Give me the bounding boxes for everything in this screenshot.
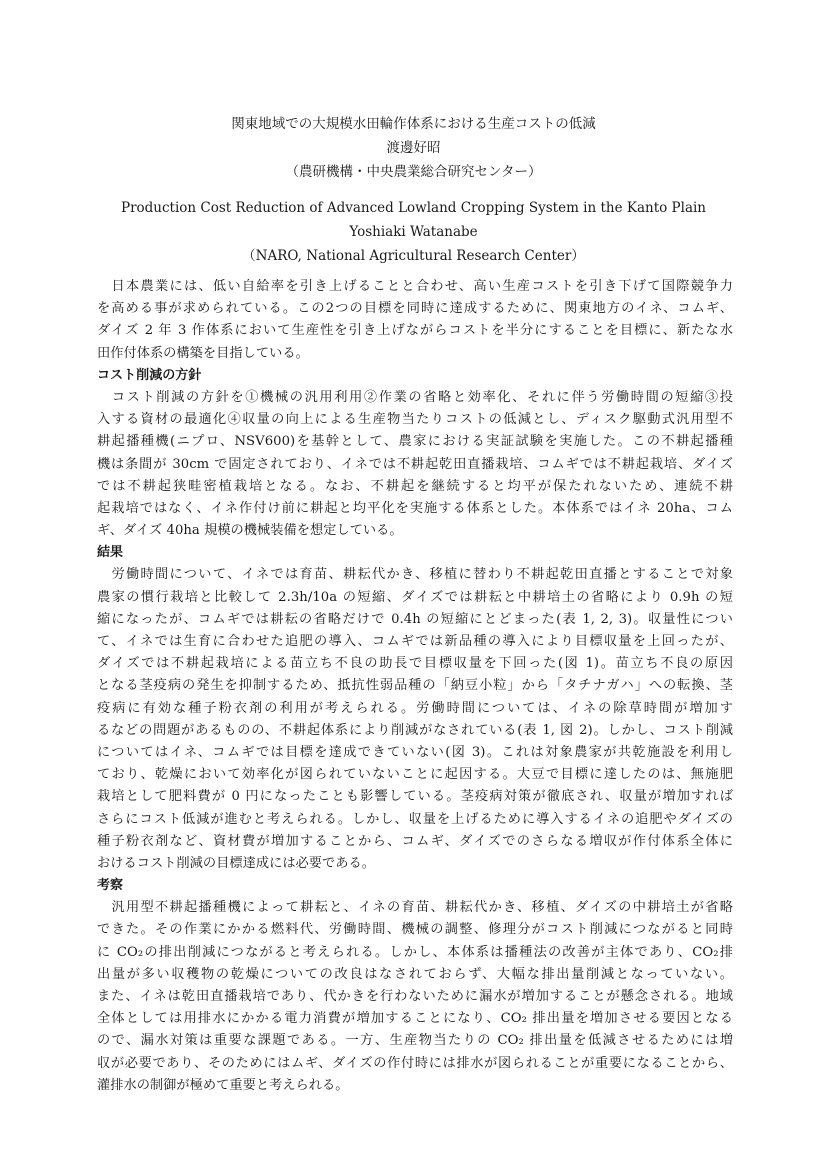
text-line: ており、乾燥において効率化が図られていないことに起因する。大豆で目標に達したのは、無施肥 bbox=[97, 767, 733, 783]
affiliation-en: （NARO, National Agricultural Research Center） bbox=[242, 248, 585, 264]
text-line: るなどの問題があるものの、不耕起体系により削減がなされている(表 1, 図 2)。しかし、コスト削減 bbox=[97, 722, 733, 738]
paper-body bbox=[97, 276, 733, 1097]
paper-title-en: Production Cost Reduction of Advanced Lowland Cropping System in the Kanto Plain bbox=[120, 200, 706, 216]
text-line: 出量が多い収穫物の乾燥についての改良はなされておらず、大幅な排出量削減となっていない。 bbox=[97, 966, 733, 982]
text-line: 起栽培ではなく、イネ作付け前に耕起と均平化を実施する体系とした。本体系ではイネ 20ha、コム bbox=[97, 500, 733, 516]
cost-policy-paragraph bbox=[97, 387, 733, 542]
text-line: 汎用型不耕起播種機によって耕耘と、イネの育苗、耕耘代かき、移植、ダイズの中耕培土が省略 bbox=[97, 900, 733, 916]
text-line: に CO₂の排出削減につながると考えられる。しかし、本体系は播種法の改善が主体であり、CO₂排 bbox=[97, 944, 733, 960]
section-heading-cost-policy: コスト削減の方針 bbox=[97, 367, 202, 383]
text-line: 農家の慣行栽培と比較して 2.3h/10a の短縮、ダイズでは耕耘と中耕培土の省略により 0.9h の短 bbox=[97, 589, 733, 605]
text-line: さらにコスト低減が進むと考えられる。しかし、収量を上げるために導入するイネの追肥やダイズの bbox=[97, 811, 733, 827]
author-ja: 渡邊好昭 bbox=[386, 140, 441, 156]
english-title-block bbox=[0, 196, 827, 268]
text-line: 機は条間が 30cm で固定されており、イネでは不耕起乾田直播栽培、コムギでは不耕起栽培、ダイズ bbox=[97, 456, 733, 472]
text-line: 種子粉衣剤など、資材費が増加することから、コムギ、ダイズでのさらなる増収が作付体系全体に bbox=[97, 833, 733, 849]
text-line: を高める事が求められている。この2つの目標を同時に達成するために、関東地方のイネ、コムギ、 bbox=[97, 301, 733, 317]
author-en: Yoshiaki Watanabe bbox=[349, 224, 478, 240]
text-line: できた。その作業にかかる燃料代、労働時間、機械の調整、修理分がコスト削減につながると同時 bbox=[97, 922, 733, 938]
text-line: 疫病に有効な種子粉衣剤の利用が考えられる。労働時間については、イネの除草時間が増加す bbox=[97, 700, 733, 716]
text-line: 全体としては用排水にかかる電力消費が増加することになり、CO₂ 排出量を増加させる要因となる bbox=[97, 1011, 733, 1027]
text-line: ので、漏水対策は重要な課題である。一方、生産物当たりの CO₂ 排出量を低減させるためには増 bbox=[97, 1033, 733, 1049]
text-line: おけるコスト削減の目標達成には必要である。 bbox=[97, 855, 375, 871]
text-line: 入する資材の最適化④収量の向上による生産物当たりコストの低減とし、ディスク駆動式汎用型不 bbox=[97, 412, 733, 428]
japanese-title-block bbox=[0, 112, 827, 184]
results-paragraph bbox=[97, 564, 733, 875]
text-line: では不耕起狭畦密植栽培となる。なお、不耕起を継続すると均平が保たれないため、連続不耕 bbox=[97, 478, 733, 494]
text-line: についてはイネ、コムギでは目標を達成できていない(図 3)。これは対象農家が共乾施設を利用し bbox=[97, 744, 733, 760]
section-heading-results: 結果 bbox=[97, 545, 124, 561]
text-line: 灌排水の制御が極めて重要と考えられる。 bbox=[97, 1077, 349, 1093]
intro-paragraph bbox=[97, 276, 733, 365]
text-line: ギ、ダイズ 40ha 規模の機械装備を想定している。 bbox=[97, 523, 403, 539]
text-line: ダイズでは不耕起栽培による苗立ち不良の助長で目標収量を下回った(図 1)。苗立ち不良の原因 bbox=[97, 656, 733, 672]
text-line: コスト削減の方針を①機械の汎用利用②作業の省略と効率化、それに伴う労働時間の短縮③投 bbox=[97, 389, 733, 405]
affiliation-ja: （農研機構・中央農業総合研究センター） bbox=[285, 164, 542, 180]
text-line: て、イネでは生育に合わせた追肥の導入、コムギでは新品種の導入により目標収量を上回ったが、 bbox=[97, 634, 733, 649]
text-line: また、イネは乾田直播栽培であり、代かきを行わないために漏水が増加することが懸念される。地域 bbox=[97, 989, 733, 1004]
discussion-paragraph bbox=[97, 897, 733, 1097]
paper-title-ja: 関東地域での大規模水田輪作体系における生産コストの低減 bbox=[231, 116, 596, 132]
text-line: 労働時間について、イネでは育苗、耕耘代かき、移植に替わり不耕起乾田直播とすることで対象 bbox=[97, 567, 733, 583]
section-heading-discussion: 考察 bbox=[97, 878, 124, 894]
text-line: となる茎疫病の発生を抑制するため、抵抗性弱品種の「納豆小粒」から「タチナガハ」への転換、茎 bbox=[97, 678, 733, 694]
text-line: 耕起播種機(ニプロ、NSV600)を基幹として、農家における実証試験を実施した。この不耕起播種 bbox=[97, 434, 733, 450]
text-line: 田作付体系の構築を目指している。 bbox=[97, 345, 309, 361]
text-line: 収が必要であり、そのためにはムギ、ダイズの作付時には排水が図られることが重要になることから、 bbox=[97, 1055, 733, 1071]
text-line: 栽培として肥料費が 0 円になったことも影響している。茎疫病対策が徹底され、収量が増加すれば bbox=[97, 789, 733, 805]
text-line: ダイズ 2 年 3 作体系において生産性を引き上げながらコストを半分にすることを目標に、新たな水 bbox=[97, 323, 733, 339]
text-line: 縮になったが、コムギでは耕耘の省略だけで 0.4h の短縮にとどまった(表 1, 2, 3)。収量性につい bbox=[97, 611, 733, 627]
text-line: 日本農業には、低い自給率を引き上げることと合わせ、高い生産コストを引き下げて国際競争力 bbox=[97, 279, 733, 294]
